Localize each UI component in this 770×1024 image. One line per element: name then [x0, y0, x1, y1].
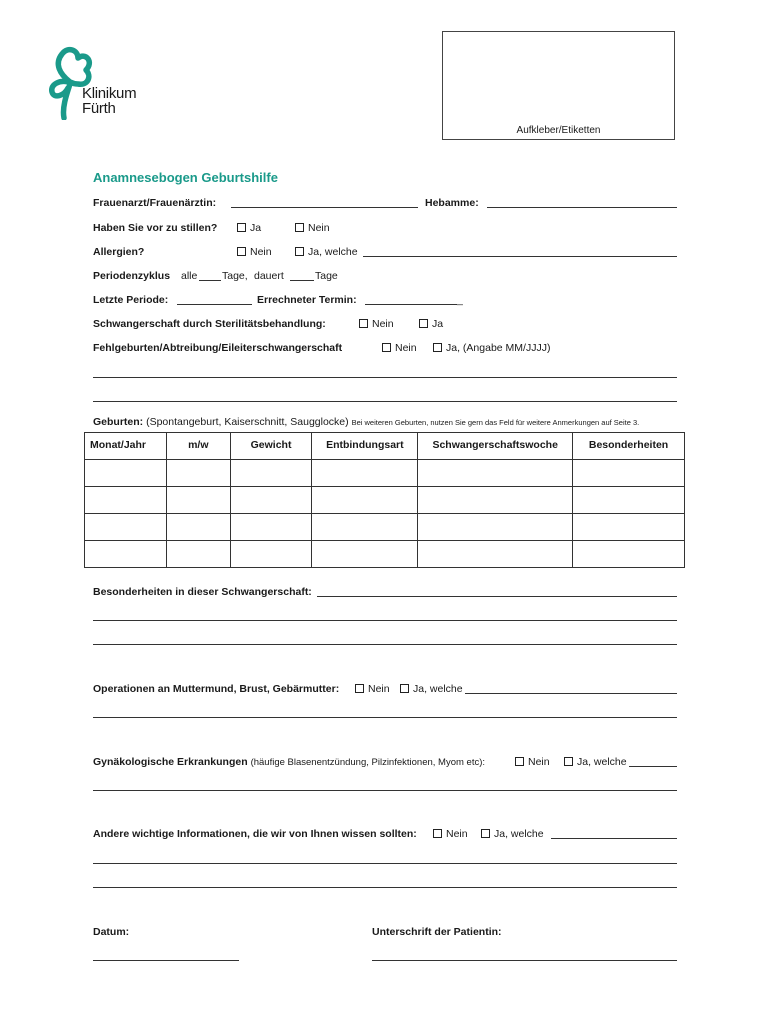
- checkbox-icon[interactable]: [295, 247, 304, 256]
- option-operationen-nein[interactable]: [355, 683, 390, 695]
- table-cell[interactable]: [573, 541, 685, 568]
- header-monat-jahr: Monat/Jahr: [85, 433, 167, 460]
- table-cell[interactable]: [230, 460, 312, 487]
- checkbox-icon[interactable]: [564, 757, 573, 766]
- checkbox-icon[interactable]: [382, 343, 391, 352]
- field-fehlgeburten-line1[interactable]: [93, 377, 677, 378]
- checkbox-icon[interactable]: [355, 684, 364, 693]
- option-andere-nein[interactable]: [433, 828, 468, 840]
- sticker-box: [442, 31, 675, 140]
- text-dauert: dauert: [254, 270, 284, 282]
- field-andere[interactable]: [551, 838, 677, 839]
- field-letzte-periode[interactable]: [177, 304, 252, 305]
- label-andere: Andere wichtige Informationen, die wir von Ihnen wissen sollten:: [93, 828, 417, 840]
- option-andere-ja[interactable]: [481, 828, 544, 840]
- logo-text-line1: Klinikum: [82, 85, 137, 102]
- option-gyn-ja[interactable]: [564, 756, 627, 768]
- table-cell[interactable]: [312, 460, 418, 487]
- label-geburten: Geburten:: [93, 416, 144, 428]
- table-cell[interactable]: [312, 514, 418, 541]
- checkbox-icon[interactable]: [400, 684, 409, 693]
- option-gyn-nein[interactable]: [515, 756, 550, 768]
- field-allergien[interactable]: [363, 256, 677, 257]
- field-besonderheiten-line3[interactable]: [93, 644, 677, 645]
- option-label: Ja, welche: [413, 683, 463, 695]
- field-gyn[interactable]: [629, 766, 677, 767]
- field-besonderheiten-line1[interactable]: [317, 596, 677, 597]
- table-cell[interactable]: [85, 460, 167, 487]
- checkbox-icon[interactable]: [359, 319, 368, 328]
- field-fehlgeburten-line2[interactable]: [93, 401, 677, 402]
- geburten-paren: (Spontangeburt, Kaiserschnitt, Saugglocke): [146, 416, 349, 428]
- label-stillen: Haben Sie vor zu stillen?: [93, 222, 218, 234]
- label-sterilitaet: Schwangerschaft durch Sterilitätsbehandlung:: [93, 318, 326, 330]
- option-allergien-ja[interactable]: [295, 246, 358, 258]
- table-cell[interactable]: [166, 487, 230, 514]
- option-allergien-nein[interactable]: [237, 246, 272, 258]
- label-letzte-periode: Letzte Periode:: [93, 294, 169, 306]
- table-cell[interactable]: [230, 541, 312, 568]
- geburten-note: Bei weiteren Geburten, nutzen Sie gern das Feld für weitere Anmerkungen auf Seite 3.: [351, 418, 640, 427]
- label-periode: Periodenzyklus: [93, 270, 171, 282]
- label-termin: Errechneter Termin:: [257, 294, 357, 306]
- table-row: [85, 541, 685, 568]
- field-operationen-line2[interactable]: [93, 717, 677, 718]
- field-andere-line2[interactable]: [93, 863, 677, 864]
- table-cell[interactable]: [230, 487, 312, 514]
- table-cell[interactable]: [573, 487, 685, 514]
- checkbox-icon[interactable]: [433, 829, 442, 838]
- table-cell[interactable]: [573, 460, 685, 487]
- table-row: [85, 487, 685, 514]
- table-cell[interactable]: [418, 514, 573, 541]
- field-frauenarzt[interactable]: [231, 207, 418, 208]
- table-cell[interactable]: [418, 541, 573, 568]
- option-stillen-ja[interactable]: [237, 222, 261, 234]
- label-unterschrift: Unterschrift der Patientin:: [372, 926, 502, 938]
- table-cell[interactable]: [166, 541, 230, 568]
- clinic-logo: [44, 44, 144, 120]
- table-cell[interactable]: [230, 514, 312, 541]
- label-datum: Datum:: [93, 926, 130, 938]
- label-gyn: Gynäkologische Erkrankungen: [93, 756, 248, 768]
- field-datum[interactable]: [93, 960, 239, 961]
- header-entbindungsart: Entbindungsart: [312, 433, 418, 460]
- header-mw: m/w: [166, 433, 230, 460]
- header-gewicht: Gewicht: [230, 433, 312, 460]
- option-label: Ja: [432, 318, 444, 330]
- option-fehl-ja[interactable]: [433, 342, 550, 354]
- table-cell[interactable]: [85, 487, 167, 514]
- births-table: [84, 432, 685, 568]
- option-steril-nein[interactable]: [359, 318, 394, 330]
- text-alle: alle: [181, 270, 198, 282]
- label-besonderheiten: Besonderheiten in dieser Schwangerschaft:: [93, 586, 312, 598]
- field-besonderheiten-line2[interactable]: [93, 620, 677, 621]
- text-tage: Tage,: [222, 270, 248, 282]
- table-cell[interactable]: [418, 460, 573, 487]
- option-label: Nein: [446, 828, 468, 840]
- option-label: Nein: [372, 318, 394, 330]
- sticker-label: Aufkleber/Etiketten: [516, 125, 601, 136]
- option-label: Ja: [250, 222, 262, 234]
- geburten-heading: [93, 416, 639, 428]
- header-schwangerschaftswoche: Schwangerschaftswoche: [418, 433, 573, 460]
- logo-text-line2: Fürth: [82, 100, 116, 117]
- table-cell[interactable]: [418, 487, 573, 514]
- table-cell[interactable]: [573, 514, 685, 541]
- option-label: Nein: [250, 246, 272, 258]
- form-title: Anamnesebogen Geburtshilfe: [93, 170, 278, 185]
- table-cell[interactable]: [85, 514, 167, 541]
- field-dauer-tage[interactable]: [290, 280, 314, 281]
- checkbox-icon[interactable]: [419, 319, 428, 328]
- checkbox-icon[interactable]: [237, 247, 246, 256]
- checkbox-icon[interactable]: [481, 829, 490, 838]
- label-fehlgeburten: Fehlgeburten/Abtreibung/Eileiterschwangerschaft: [93, 342, 343, 354]
- table-header-row: [85, 433, 685, 460]
- option-label: Ja, welche: [308, 246, 358, 258]
- field-andere-line3[interactable]: [93, 887, 677, 888]
- table-cell[interactable]: [85, 541, 167, 568]
- field-termin[interactable]: [365, 304, 457, 305]
- gyn-paren: (häufige Blasenentzündung, Pilzinfektionen, Myom etc):: [250, 757, 486, 768]
- label-hebamme: Hebamme:: [425, 197, 479, 209]
- text-tage2: Tage: [315, 270, 338, 282]
- option-steril-ja[interactable]: [419, 318, 443, 330]
- option-label: Nein: [395, 342, 417, 354]
- option-label: Ja, welche: [494, 828, 544, 840]
- field-hebamme[interactable]: [487, 207, 677, 208]
- checkbox-icon[interactable]: [295, 223, 304, 232]
- option-label: Ja, (Angabe MM/JJJJ): [446, 342, 551, 354]
- checkbox-icon[interactable]: [515, 757, 524, 766]
- table-row: [85, 514, 685, 541]
- option-label: Nein: [528, 756, 550, 768]
- field-zyklus-tage[interactable]: [199, 280, 221, 281]
- checkbox-icon[interactable]: [433, 343, 442, 352]
- label-allergien: Allergien?: [93, 246, 145, 258]
- option-label: Nein: [368, 683, 390, 695]
- table-cell[interactable]: [166, 460, 230, 487]
- option-fehl-nein[interactable]: [382, 342, 417, 354]
- checkbox-icon[interactable]: [237, 223, 246, 232]
- table-row: [85, 460, 685, 487]
- table-cell[interactable]: [312, 487, 418, 514]
- field-operationen[interactable]: [465, 693, 677, 694]
- label-operationen: Operationen an Muttermund, Brust, Gebärmutter:: [93, 683, 340, 695]
- option-stillen-nein[interactable]: [295, 222, 330, 234]
- option-label: Ja, welche: [577, 756, 627, 768]
- table-cell[interactable]: [166, 514, 230, 541]
- option-operationen-ja[interactable]: [400, 683, 463, 695]
- gyn-heading: [93, 756, 485, 768]
- field-unterschrift[interactable]: [372, 960, 677, 961]
- table-cell[interactable]: [312, 541, 418, 568]
- header-besonderheiten: Besonderheiten: [573, 433, 685, 460]
- option-label: Nein: [308, 222, 330, 234]
- label-frauenarzt: Frauenarzt/Frauenärztin:: [93, 197, 217, 209]
- field-gyn-line2[interactable]: [93, 790, 677, 791]
- text-termin-tail: _: [457, 294, 463, 306]
